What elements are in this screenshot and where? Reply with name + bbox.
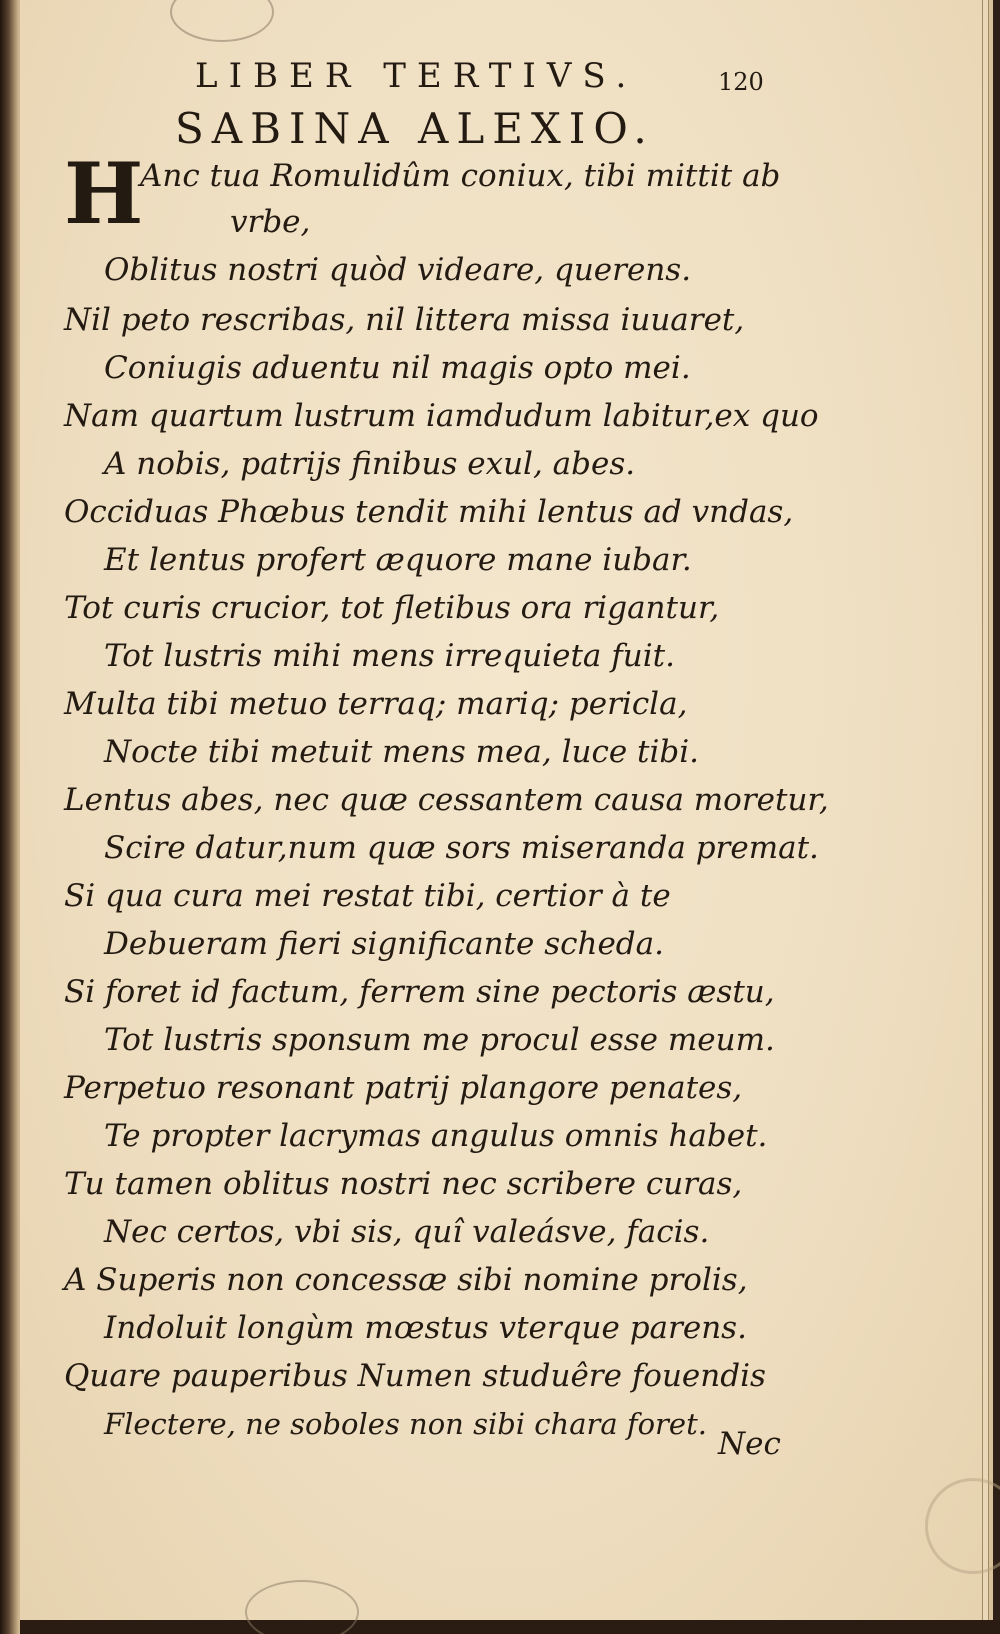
verse-line: Indoluit longùm mœstus vterque parens. <box>104 1310 747 1346</box>
verse-line: Flectere, ne soboles non sibi chara foret. <box>104 1407 707 1441</box>
verse-line: Tu tamen oblitus nostri nec scribere curas, <box>64 1166 743 1202</box>
verse-line: A Superis non concessæ sibi nomine prolis, <box>64 1262 748 1298</box>
poem-title: SABINA ALEXIO. <box>175 104 655 153</box>
verse-line: Multa tibi metuo terraq; mariq; pericla, <box>64 686 688 722</box>
verse-line: Nec certos, vbi sis, quî valeásve, facis. <box>104 1214 710 1250</box>
verse-line: Occiduas Phœbus tendit mihi lentus ad vndas, <box>64 494 794 530</box>
verse-line: Te propter lacrymas angulus omnis habet. <box>104 1118 768 1154</box>
verse-line: Nocte tibi metuit mens mea, luce tibi. <box>104 734 700 770</box>
verse-line: Et lentus profert æquore mane iubar. <box>104 542 692 578</box>
verse-line: Quare pauperibus Numen studuêre fouendis <box>64 1358 766 1394</box>
catchword: Nec <box>718 1426 781 1462</box>
verse-line: Anc tua Romulidûm coniux, tibi mittit ab <box>140 158 781 194</box>
verse-line: Tot lustris sponsum me procul esse meum. <box>104 1022 775 1058</box>
verse-line: Tot curis crucior, tot fletibus ora rigantur, <box>64 590 720 626</box>
verse-line: Coniugis aduentu nil magis opto mei. <box>104 350 691 386</box>
verse-line: Si qua cura mei restat tibi, certior à te <box>64 878 671 914</box>
verse-line: Oblitus nostri quòd videare, querens. <box>104 252 692 288</box>
verse-line: Perpetuo resonant patrij plangore penates, <box>64 1070 743 1106</box>
verse-line: Nam quartum lustrum iamdudum labitur,ex quo <box>64 398 819 434</box>
verse-line: Nil peto rescribas, nil littera missa iuuaret, <box>64 302 745 338</box>
verse-line: Debueram fieri significante scheda. <box>104 926 664 962</box>
verse-line: vrbe, <box>230 204 311 240</box>
verse-line: Tot lustris mihi mens irrequieta fuit. <box>104 638 675 674</box>
page-number: 120 <box>718 68 764 96</box>
verse-line: Lentus abes, nec quæ cessantem causa moretur, <box>64 782 829 818</box>
verse-line: Scire datur,num quæ sors miseranda premat. <box>104 830 819 866</box>
verse-line: Si foret id factum, ferrem sine pectoris æstu, <box>64 974 775 1010</box>
verse-line: A nobis, patrijs finibus exul, abes. <box>104 446 636 482</box>
running-title: LIBER TERTIVS. <box>195 56 638 96</box>
drop-cap: H <box>64 144 144 243</box>
